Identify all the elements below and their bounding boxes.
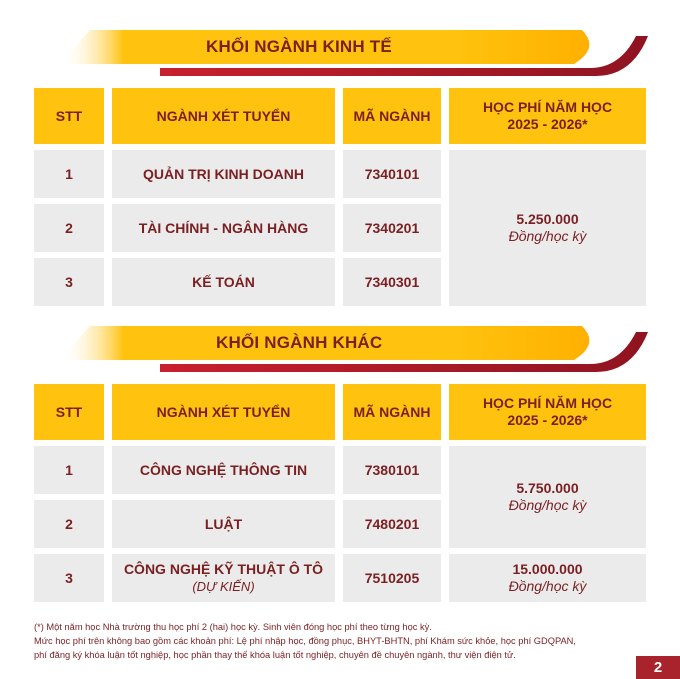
section2-title: KHỐI NGÀNH KHÁC — [216, 333, 383, 352]
table-row-code — [343, 554, 441, 602]
table-row-major — [112, 150, 335, 198]
table-row-code — [343, 204, 441, 252]
header-stt-text: STT — [55, 107, 83, 124]
fee-unit: Đồng/học kỳ — [508, 228, 587, 244]
header-fee-line2: 2025 - 2026* — [507, 412, 588, 428]
fee-unit: Đồng/học kỳ — [508, 578, 587, 594]
footnote-line: phí đăng ký khóa luận tốt nghiệp, học phần thay thế khóa luận tốt nghiệp, chuyên đề chuyên ngành, thư viện điện tử. — [34, 650, 516, 660]
stt-value: 2 — [65, 515, 73, 532]
table-row-code — [343, 500, 441, 548]
major-value: CÔNG NGHỆ THÔNG TIN — [139, 461, 308, 478]
section1-title: KHỐI NGÀNH KINH TẾ — [206, 37, 392, 56]
table-row-stt — [34, 204, 104, 252]
table-row-code — [343, 258, 441, 306]
header-fee — [449, 384, 646, 440]
header-major-text: NGÀNH XÉT TUYỂN — [156, 403, 291, 420]
major-value: CÔNG NGHỆ KỸ THUẬT Ô TÔ — [123, 561, 324, 577]
page-number: 2 — [653, 659, 663, 676]
section2-banner — [0, 324, 680, 374]
code-value: 7510205 — [364, 569, 420, 586]
major-value: LUẬT — [204, 515, 243, 532]
code-value: 7340201 — [364, 219, 420, 236]
table-row-code — [343, 150, 441, 198]
header-stt — [34, 384, 104, 440]
footnote-line: Mức học phí trên không bao gồm các khoản phí: Lệ phí nhập học, đồng phục, BHYT-BHTN, phí Khám sức khỏe, học phí GDQPAN, — [34, 636, 576, 646]
footnote-line: (*) Một năm học Nhà trường thu học phí 2 (hai) học kỳ. Sinh viên đóng học phí theo từng học kỳ. — [34, 622, 432, 632]
major-value: QUẢN TRỊ KINH DOANH — [143, 165, 304, 182]
stt-value: 1 — [65, 165, 73, 182]
code-value: 7340101 — [364, 165, 420, 182]
table-row-major — [112, 446, 335, 494]
table-row-major — [112, 500, 335, 548]
header-code — [343, 88, 441, 144]
fee-cell — [449, 554, 646, 602]
table-row-stt — [34, 446, 104, 494]
header-fee-line1: HỌC PHÍ NĂM HỌC — [482, 395, 613, 411]
stt-value: 2 — [65, 219, 73, 236]
fee-cell — [449, 150, 646, 306]
fee-value: 5.750.000 — [516, 480, 579, 496]
table-row-stt — [34, 258, 104, 306]
header-code — [343, 384, 441, 440]
header-stt — [34, 88, 104, 144]
fee-unit: Đồng/học kỳ — [508, 497, 587, 513]
code-value: 7340301 — [364, 273, 420, 290]
header-major — [112, 88, 335, 144]
stt-value: 3 — [65, 569, 73, 586]
header-fee — [449, 88, 646, 144]
major-value: TÀI CHÍNH - NGÂN HÀNG — [138, 219, 309, 236]
table-row-code — [343, 446, 441, 494]
table-row-stt — [34, 554, 104, 602]
table-row-major — [112, 554, 335, 602]
header-major — [112, 384, 335, 440]
header-fee-line1: HỌC PHÍ NĂM HỌC — [482, 99, 613, 115]
page-number-badge — [636, 656, 680, 679]
stt-value: 3 — [65, 273, 73, 290]
table-row-stt — [34, 150, 104, 198]
fee-value: 5.250.000 — [516, 211, 579, 227]
major-note: (DỰ KIẾN) — [192, 579, 255, 594]
fee-value: 15.000.000 — [512, 561, 583, 577]
table-row-stt — [34, 500, 104, 548]
stt-value: 1 — [65, 461, 73, 478]
section1-banner — [0, 28, 680, 78]
header-major-text: NGÀNH XÉT TUYỂN — [156, 107, 291, 124]
table-row-major — [112, 258, 335, 306]
major-value: KẾ TOÁN — [192, 273, 255, 290]
header-fee-line2: 2025 - 2026* — [507, 116, 588, 132]
table-row-major — [112, 204, 335, 252]
fee-cell — [449, 446, 646, 548]
code-value: 7480201 — [364, 515, 420, 532]
header-stt-text: STT — [55, 403, 83, 420]
header-code-text: MÃ NGÀNH — [353, 403, 431, 420]
code-value: 7380101 — [364, 461, 420, 478]
header-code-text: MÃ NGÀNH — [353, 107, 431, 124]
